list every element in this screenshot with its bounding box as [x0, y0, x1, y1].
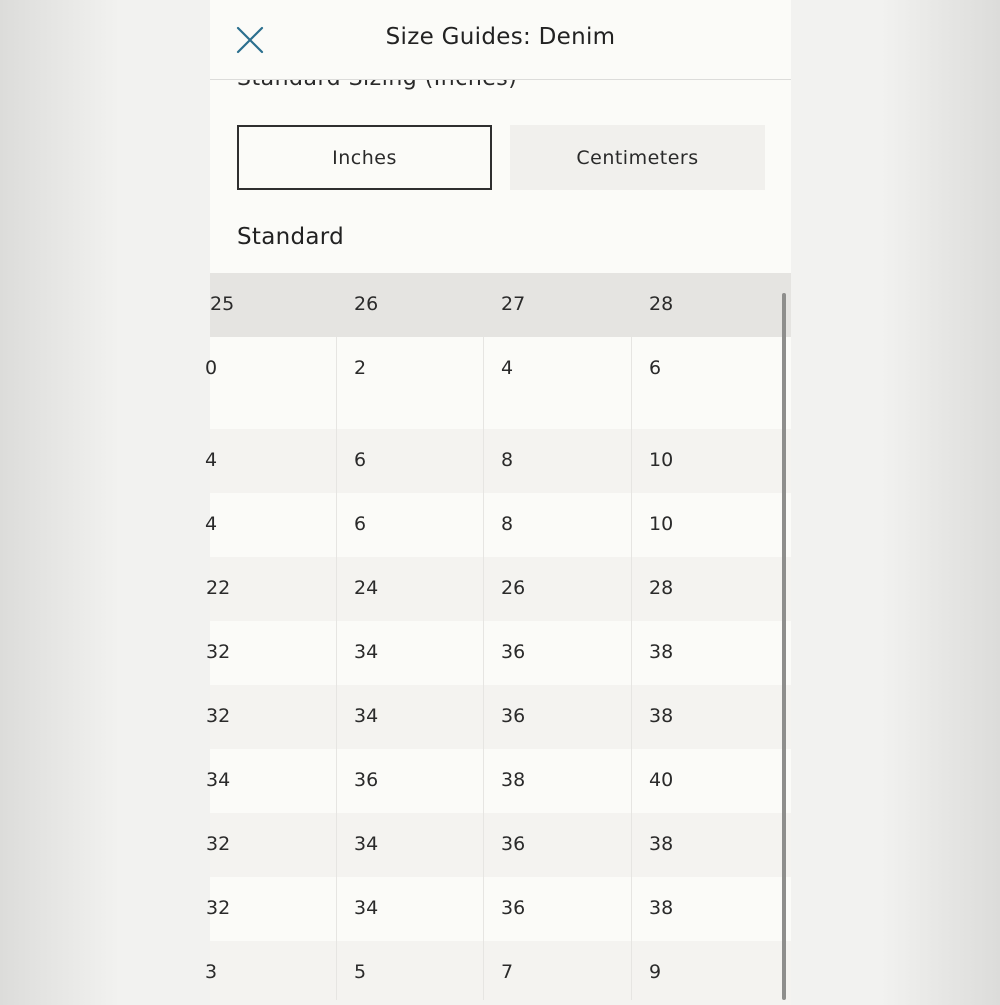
table-cell: 4 [205, 449, 218, 471]
table-cell: 0 [205, 357, 218, 379]
table-cell: 32 [206, 833, 231, 855]
table-cell: 7 [501, 961, 514, 983]
table-row [206, 877, 791, 941]
table-cell: 36 [354, 769, 379, 791]
table-row [205, 429, 791, 493]
header-cell: 27 [501, 293, 526, 315]
header-cell: 26 [354, 293, 379, 315]
table-cell: 32 [206, 897, 231, 919]
table-cell: 5 [354, 961, 367, 983]
table-cell: 10 [649, 449, 674, 471]
table-row [205, 337, 791, 429]
table-cell: 2 [354, 357, 367, 379]
header-cell: 28 [649, 293, 674, 315]
table-cell: 34 [354, 897, 379, 919]
table-cell: 38 [649, 705, 674, 727]
vertical-scrollbar[interactable] [782, 293, 786, 1000]
table-cell: 24 [354, 577, 379, 599]
table-cell: 9 [649, 961, 662, 983]
table-row [206, 621, 791, 685]
size-guide-sheet [205, 0, 791, 1000]
column-divider [336, 337, 337, 1000]
table-cell: 36 [501, 641, 526, 663]
table-cell: 38 [649, 833, 674, 855]
table-cell: 38 [501, 769, 526, 791]
table-cell: 8 [501, 513, 514, 535]
table-cell: 34 [354, 705, 379, 727]
table-cell: 4 [501, 357, 514, 379]
table-row [206, 557, 791, 621]
header-cell: 25 [210, 293, 235, 315]
table-cell: 40 [649, 769, 674, 791]
table-header-row [210, 273, 791, 337]
table-cell: 3 [205, 961, 218, 983]
table-cell: 34 [354, 833, 379, 855]
table-cell: 10 [649, 513, 674, 535]
table-cell: 6 [354, 449, 367, 471]
table-cell: 36 [501, 705, 526, 727]
table-row [205, 493, 791, 557]
table-title: Standard [237, 224, 345, 250]
table-cell: 26 [501, 577, 526, 599]
sheet-header [210, 0, 791, 80]
size-table[interactable] [205, 273, 791, 1000]
page-title: Size Guides: Denim [385, 24, 616, 50]
table-cell: 28 [649, 577, 674, 599]
table-cell: 36 [501, 897, 526, 919]
table-cell: 22 [206, 577, 231, 599]
table-cell: 4 [205, 513, 218, 535]
table-cell: 36 [501, 833, 526, 855]
table-cell: 34 [206, 769, 231, 791]
table-row [206, 813, 791, 877]
inches-button[interactable]: Inches [237, 125, 492, 190]
table-row [206, 685, 791, 749]
table-cell: 32 [206, 641, 231, 663]
table-cell: 38 [649, 641, 674, 663]
table-cell: 6 [649, 357, 662, 379]
table-cell: 8 [501, 449, 514, 471]
table-cell: 32 [206, 705, 231, 727]
table-row [206, 749, 791, 813]
table-row [205, 941, 791, 1005]
table-cell: 6 [354, 513, 367, 535]
column-divider [631, 337, 632, 1000]
centimeters-button[interactable]: Centimeters [510, 125, 765, 190]
table-cell: 34 [354, 641, 379, 663]
column-divider [483, 337, 484, 1000]
table-cell: 38 [649, 897, 674, 919]
